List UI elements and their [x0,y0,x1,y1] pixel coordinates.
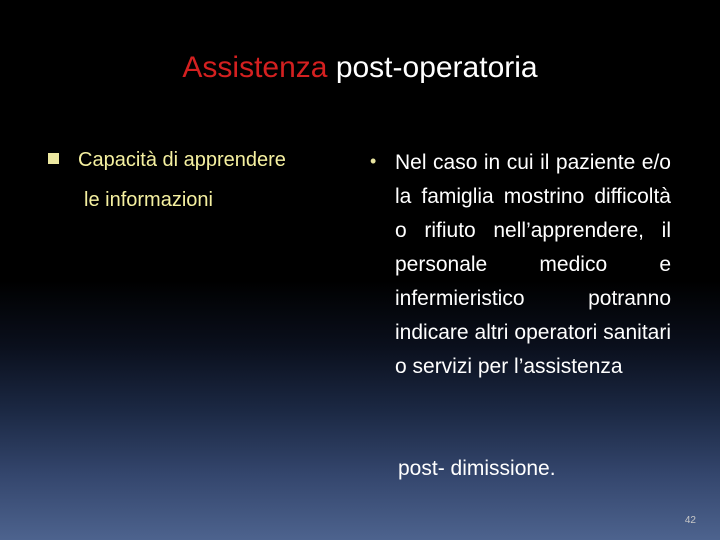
right-bullet-paragraph: Nel caso in cui il paziente e/o la famiglia mostrino difficoltà o rifiuto nell’apprendere, il personale medico e infermieristico potranno indicare altri operatori sanitari o servizi per l’assistenza [395,151,671,378]
square-bullet-icon [48,153,59,164]
page-number: 42 [684,515,696,526]
slide-title-rest: post-operatoria [335,51,538,84]
right-bullet-paragraph-tail: post- dimissione. [398,457,556,480]
round-bullet-icon: • [370,151,377,171]
slide-title [0,48,720,88]
left-bullet-line-2: le informazioni [84,189,213,211]
slide-title-highlight: Assistenza [182,51,328,84]
left-bullet-line-1: Capacità di apprendere [78,149,286,171]
